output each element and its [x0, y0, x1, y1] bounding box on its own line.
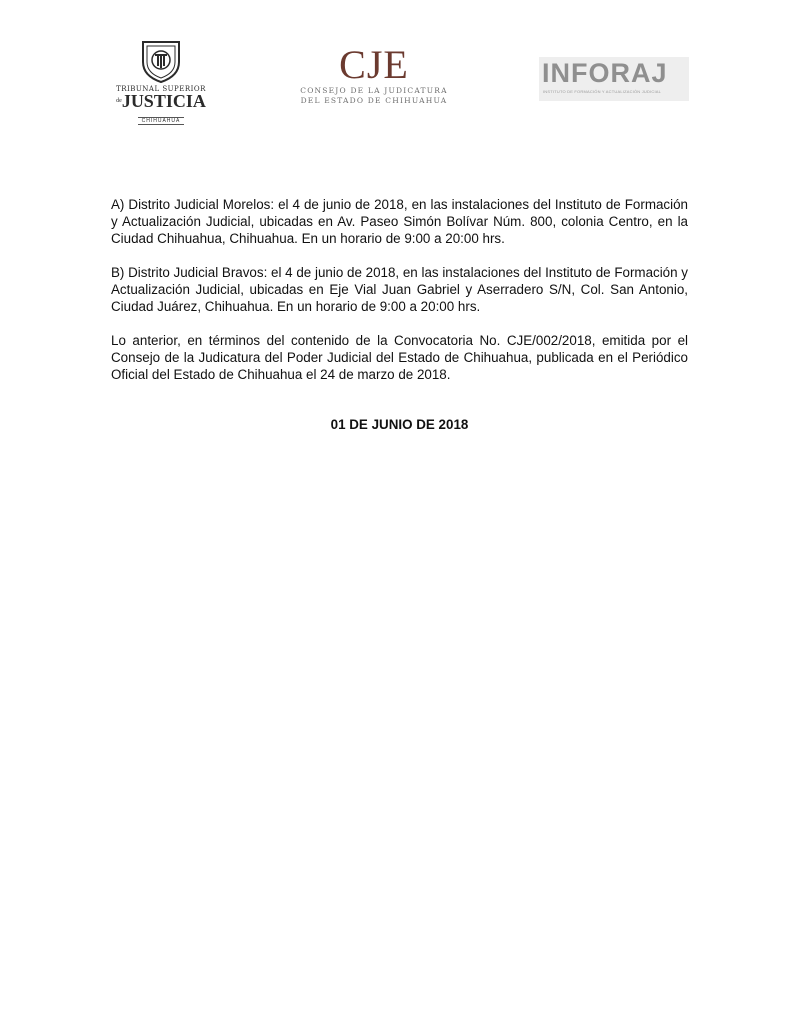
cje-logo-line1: CONSEJO DE LA JUDICATURA	[300, 86, 448, 95]
document-date: 01 DE JUNIO DE 2018	[330, 417, 469, 432]
tribunal-logo-line3: CHIHUAHUA	[138, 117, 185, 125]
document-header	[0, 0, 799, 140]
document-body	[111, 196, 688, 450]
inforaj-logo-name: INFORAJ	[542, 58, 668, 88]
cje-logo-acronym: CJE	[339, 42, 409, 87]
tribunal-seal-icon	[137, 36, 185, 84]
paragraph-distrito-bravos: B) Distrito Judicial Bravos: el 4 de junio de 2018, en las instalaciones del Instituto de Formación y Actualización Judicial, ubicadas en Eje Vial Juan Gabriel y Aserradero S/N, Col. San Antonio, Ciudad Juárez, Chihuahua. En un horario de 9:00 a 20:00 hrs.	[111, 265, 688, 314]
paragraph-distrito-morelos: A) Distrito Judicial Morelos: el 4 de junio de 2018, en las instalaciones del Instituto de Formación y Actualización Judicial, ubicadas en Av. Paseo Simón Bolívar Núm. 800, colonia Centro, en la Ciudad Chihuahua, Chihuahua. En un horario de 9:00 a 20:00 hrs.	[111, 197, 688, 246]
tribunal-logo-line1: TRIBUNAL SUPERIOR	[116, 85, 206, 93]
cje-logo	[296, 44, 452, 106]
inforaj-logo-tagline: INSTITUTO DE FORMACIÓN Y ACTUALIZACIÓN JUDICIAL	[543, 89, 662, 94]
paragraph-convocatoria: Lo anterior, en términos del contenido de la Convocatoria No. CJE/002/2018, emitida por el Consejo de la Judicatura del Poder Judicial del Estado de Chihuahua, publicada en el Periódico Oficial del Estado de Chihuahua el 24 de marzo de 2018.	[111, 333, 688, 382]
cje-logo-line2: DEL ESTADO DE CHIHUAHUA	[300, 96, 448, 105]
inforaj-logo	[539, 57, 689, 101]
tribunal-logo-line2: $^{de}$JUSTICIA	[116, 91, 206, 111]
tribunal-superior-logo	[116, 36, 206, 126]
